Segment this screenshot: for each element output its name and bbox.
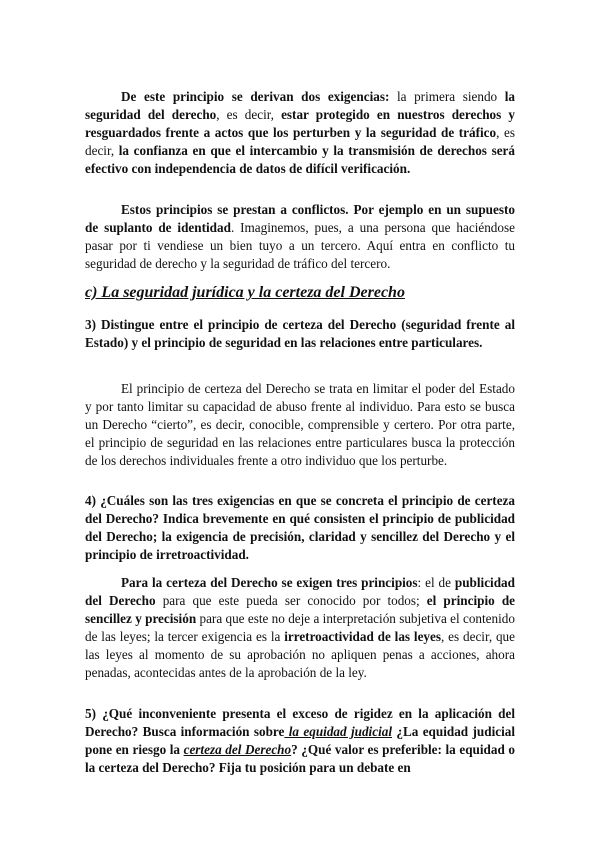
p1-bold-protegido: estar protegido en nuestros derechos y resguardados frente a actos que los perturben y la seguridad de tráfico (85, 107, 516, 140)
section-heading: c) La seguridad jurídica y la certeza del Derecho (85, 284, 405, 301)
q5-certeza-derecho: certeza del Derecho (183, 742, 292, 757)
p1-bold-seguridad-derecho: la seguridad del derecho (85, 89, 516, 122)
q5-equidad-judicial: la equidad judicial (284, 724, 392, 739)
a4-text-3: para que este no deje a interpretación subjetiva el contenido de las leyes; la tercer exigencia es la (85, 611, 515, 644)
a4-bold-publicidad: publicidad del Derecho (85, 575, 515, 608)
paragraph-conflicts (85, 201, 515, 273)
a4-text-4: , es decir, que las leyes al momento de su aprobación no apliquen penas a acciones, ahora penadas, acontecidas antes de la aprobación de la ley. (85, 629, 516, 680)
answer-4 (85, 574, 515, 682)
p2-text: . Imaginemos, pues, a una persona que haciéndose pasar por ti vendiese un bien tuyo a un tercero. Aquí entra en conflicto tu seguridad de derecho y la seguridad de tráfico del tercero. (85, 220, 515, 271)
p1-text-1: la primera siendo (389, 89, 505, 104)
p2-bold-intro: Estos principios se prestan a conflictos. Por ejemplo en un supuesto de suplanto de identidad (85, 202, 515, 235)
q5-text-1: 5) ¿Qué inconveniente presenta el exceso de rigidez en la aplicación del Derecho? Busca información sobre (85, 706, 515, 739)
a4-text-2: para que este pueda ser conocido por todos; (155, 593, 427, 608)
a4-bold-irretroactividad: irretroactividad de las leyes (284, 629, 442, 644)
p1-bold-intro: De este principio se derivan dos exigencias: (121, 89, 390, 104)
question-5 (85, 705, 515, 777)
a4-text-1: : el de (417, 575, 455, 590)
a4-bold-intro: Para la certeza del Derecho se exigen tres principios (121, 575, 418, 590)
p1-text-2: , es decir, (216, 107, 282, 122)
a4-bold-sencillez: el principio de sencillez y precisión (85, 593, 516, 626)
question-3: 3) Distingue entre el principio de certeza del Derecho (seguridad frente al Estado) y el principio de seguridad en las relaciones entre particulares. (85, 317, 515, 350)
p1-text-3: , es decir, (85, 125, 515, 158)
paragraph-derived-exigencies (85, 88, 515, 178)
answer-3: El principio de certeza del Derecho se trata en limitar el poder del Estado y por tanto limitar su capacidad de abuso frente al individuo. Para esto se busca un Derecho “cierto”, es decir, conocible, comprensible y certero. Por otra parte, el principio de seguridad en las relaciones entre particulares busca la protección de los derechos individuales frente a otro individuo que los perturbe. (85, 381, 515, 468)
q5-text-2: ¿La equidad judicial pone en riesgo la (85, 724, 516, 757)
p1-bold-confianza: la confianza en que el intercambio y la transmisión de derechos será efectivo con independencia de datos de difícil verificación. (85, 143, 516, 176)
question-4: 4) ¿Cuáles son las tres exigencias en que se concreta el principio de certeza del Derecho? Indica brevemente en qué consisten el principio de publicidad del Derecho; la exigencia de precisión, claridad y sencillez del Derecho y el principio de irretroactividad. (85, 493, 515, 562)
q5-text-3: ? ¿Qué valor es preferible: la equidad o la certeza del Derecho? Fija tu posición para un debate en (85, 742, 515, 775)
